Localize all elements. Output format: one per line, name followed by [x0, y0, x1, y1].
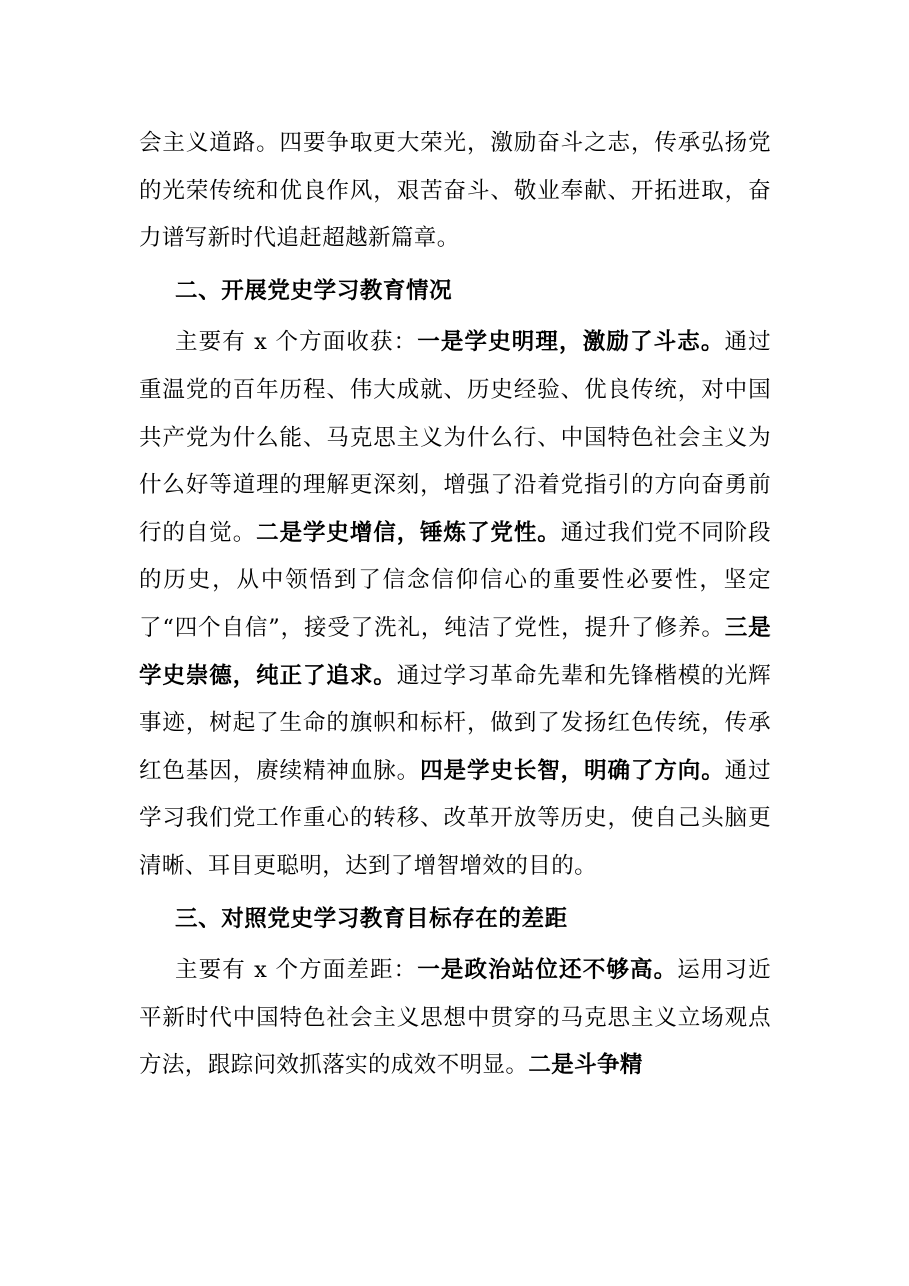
paragraph-text: 通过学习我们党工作重心的转移、改革开放等历史，使自己头脑更清晰、耳目更聪明，达到了增智增效的目的。 [139, 757, 771, 879]
bold-point: 一是学史明理，激励了斗志。 [417, 329, 725, 356]
paragraph-text: 通过学习革命先辈和先锋楷模的光辉事迹，树起了生命的旗帜和标杆，做到了发扬红色传统，传承红色基因，赓续精神血脉。 [139, 662, 772, 784]
bold-point: 二是学史增信，锤炼了党性。 [256, 519, 561, 546]
bold-point: 三是学史崇德，纯正了追求。 [139, 614, 771, 689]
section-heading-3: 三、对照党史学习教育目标存在的差距 [175, 905, 568, 932]
section-heading-2: 二、开展党史学习教育情况 [175, 277, 453, 304]
bold-point: 二是斗争精 [528, 1052, 643, 1079]
paragraph-continued [139, 120, 771, 263]
paragraph-gaps [139, 947, 771, 1090]
paragraph-text: 主要有 x 个方面收获： [175, 329, 418, 356]
paragraph-text: 会主义道路。四要争取更大荣光，激励奋斗之志，传承弘扬党的光荣传统和优良作风，艰苦奋斗、敬业奉献、开拓进取，奋力谱写新时代追赶超越新篇章。 [139, 130, 771, 252]
paragraph-text: 主要有 x 个方面差距： [175, 957, 418, 984]
paragraph-text: 通过我们党不同阶段的历史，从中领悟到了信念信仰信心的重要性必要性，坚定了“四个自信”，接受了洗礼，纯洁了党性，提升了修养。 [139, 519, 771, 641]
paragraph-harvest [139, 319, 771, 890]
paragraph-text: 通过重温党的百年历程、伟大成就、历史经验、优良传统，对中国共产党为什么能、马克思主义为什么行、中国特色社会主义为什么好等道理的理解更深刻，增强了沿着党指引的方向奋勇前行的自觉。 [139, 329, 771, 546]
bold-point: 一是政治站位还不够高。 [417, 957, 678, 984]
paragraph-text: 运用习近平新时代中国特色社会主义思想中贯穿的马克思主义立场观点方法，跟踪问效抓落实的成效不明显。 [139, 957, 771, 1079]
document-body [139, 120, 771, 1090]
bold-point: 四是学史长智，明确了方向。 [420, 757, 725, 784]
